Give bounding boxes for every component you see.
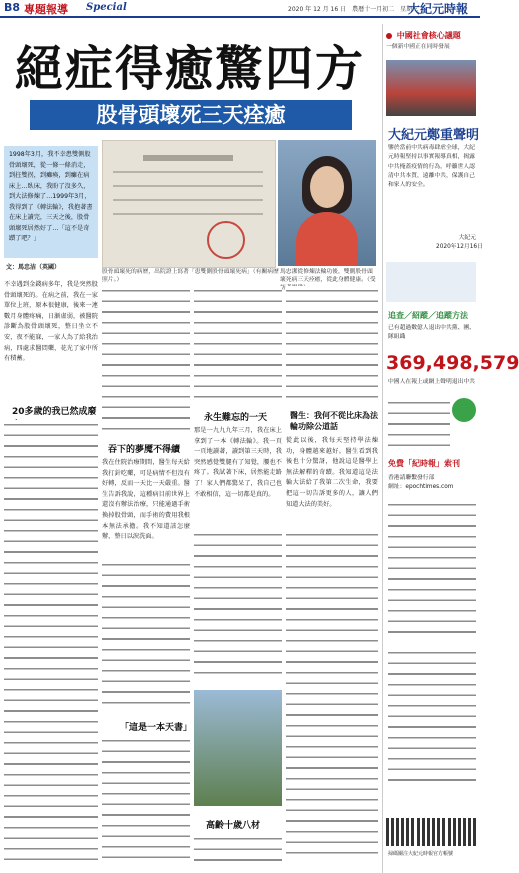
byline: 文：馬忠洁（英國） bbox=[6, 264, 61, 271]
col2-paragraph: 我在住院治療期間，醫生每天給我打針吃藥，可是病情不但沒有好轉，反而一天比一天嚴重。醫生告訴我說，這種病目前世界上還沒有辦法治療，只能通過手術換掉股骨頭，而手術的費用我根本無法承擔。我不知道該怎麼辦，整日以淚洗面。 bbox=[102, 459, 190, 541]
exercise-photo bbox=[194, 690, 282, 806]
sidebar-body-text bbox=[388, 398, 450, 448]
col3-body-text bbox=[194, 286, 282, 406]
col4-paragraph: 從此以後，我每天堅持學法煉功，身體越來越好。醫生看到我後也十分驚訝，他說這是醫學上無法解釋的奇蹟。我知道這是法輪大法給了我第二次生命，我要把這一切告訴更多的人，讓人們知道大法的美好。 bbox=[286, 437, 378, 508]
issue-date: 2020 年 12 月 16 日 農曆十一月初二 星期三 bbox=[288, 6, 419, 13]
col4-body-text-2 bbox=[286, 530, 378, 862]
sidebar-body-text-2 bbox=[388, 500, 476, 640]
col1-body-text bbox=[4, 420, 98, 862]
page-number: B8 bbox=[4, 1, 21, 14]
col3-paragraph-wrap bbox=[194, 426, 282, 500]
sidebar-statement-sign: 大紀元 2020年12月16日 bbox=[436, 235, 483, 251]
col3-heading: 永生難忘的一天 bbox=[204, 413, 268, 423]
portrait-photo bbox=[278, 140, 376, 266]
photo-caption-right: 馬忠潔從修煉法輪功後，雙側股骨頭壞死病三天痊癒，從此身體健康。（受訪 bbox=[280, 269, 376, 291]
column-1 bbox=[4, 280, 98, 365]
sidebar-top-block bbox=[386, 30, 478, 50]
col3-body-text-2 bbox=[194, 530, 282, 680]
sidebar-contact-text: 香港請聯繫發行部 網址：epochtimes.com bbox=[388, 475, 454, 491]
photo-caption-left: 股骨頭壞死的病歷，出院證上寫著「患雙側股骨頭壞死病」（有關病歷照片。） bbox=[102, 269, 279, 283]
newspaper-logo: 大紀元時報 bbox=[408, 2, 469, 16]
col3-paragraph: 那是一九九九年三月，我在床上拿到了一本《轉法輪》。我一頁一頁地讀著，讀到第三天時，我突然感覺雙腿有了知覺，腰也不疼了。我試著下床，居然能走路了！家人們都驚呆了，我自己也不敢相信，這一切都是真的。 bbox=[194, 427, 282, 498]
sidebar-body-text-3 bbox=[388, 648, 476, 788]
sidebar-green-text: 已有超過數億人退出中共黨、團、隊組織 bbox=[388, 325, 475, 341]
col2-body-text-2 bbox=[102, 560, 190, 710]
col1-paragraph: 不幸遇到金錢病多年，我是突然股骨頭壞死的。在病之前，我在一家單位上班，原本很健康，後來一連數月身體疼痛，日漸虛弱，被醫院診斷為股骨頭壞死，整日坐立不安，夜不能寐，一家人為了給我治病，四處求醫問藥，花光了家中所有積蓄。 bbox=[4, 281, 98, 363]
sidebar-crowd-photo bbox=[386, 60, 476, 116]
sidebar-contact-heading: 免費「紀時報」索刊 bbox=[388, 459, 460, 468]
col4-heading: 醫生：我何不從比床為法輪功除公道話 bbox=[290, 411, 378, 431]
col1-heading: 20多歲的我已然成廢 bbox=[12, 407, 97, 417]
col4-body-text bbox=[286, 286, 378, 406]
portrait-face bbox=[310, 166, 344, 208]
col4-paragraph-wrap bbox=[286, 436, 378, 510]
col3-body-text-3 bbox=[194, 834, 282, 862]
sidebar-green-heading: 追查／紹蹤／追蹤方法 bbox=[388, 311, 468, 320]
col2-body-text-3 bbox=[102, 736, 190, 862]
red-stamp-icon bbox=[207, 221, 245, 259]
withdraw-count-label: 中國人在報上或網上聲明退出中共 bbox=[388, 379, 475, 385]
document-line bbox=[113, 213, 263, 215]
withdraw-count: 369,498,579 bbox=[386, 352, 519, 374]
headline: 絕症得癒驚四方 bbox=[14, 41, 365, 97]
sidebar-image-strip bbox=[386, 262, 476, 302]
qr-caption: 掃碼關注大紀元時報官方帳號 bbox=[388, 851, 454, 857]
section-name-en: Special bbox=[86, 2, 127, 13]
bullet-icon bbox=[386, 33, 392, 39]
subheadline: 股骨頭壞死三天痊癒 bbox=[96, 103, 286, 127]
col3-heading-2: 高齡十歲八材 bbox=[206, 821, 261, 831]
portrait-body bbox=[296, 212, 358, 266]
page-header bbox=[0, 0, 480, 18]
document-line bbox=[113, 199, 263, 201]
qr-code-icon[interactable] bbox=[386, 818, 414, 846]
col2-heading: 吞下的夢魇不得續 bbox=[108, 445, 181, 455]
sidebar-statement-title: 大紀元鄭重聲明 bbox=[388, 128, 480, 143]
sidebar-top-heading bbox=[386, 30, 478, 41]
sidebar-statement-text: 鑒於當前中共病毒肆虐全球，大紀元時報堅持以事實報導真相，揭露中共掩蓋疫情的行為，呼籲世人認清中共本質，遠離中共，保護自己和家人的安全。 bbox=[388, 145, 475, 189]
green-badge-icon bbox=[452, 398, 476, 422]
section-name: 專題報導 bbox=[24, 3, 68, 16]
col2-heading-2: 「這是一本天書」 bbox=[120, 723, 193, 733]
document-line bbox=[143, 155, 233, 161]
intro-text: 1998年3月，我不幸患雙側股骨頭壞死，從一條一條消走，到拄雙拐，到癱瘓，到癱在病床上…臥床，我盼了沒多久，到大法修煉了…1999年3月，我得到了《轉法輪》，我抱著書在床上讀完，三天之後，股骨頭壞死居然好了…「這不是奇蹟了吧？」 bbox=[9, 151, 93, 242]
col2-body-text bbox=[102, 286, 190, 438]
col2-paragraph-wrap bbox=[102, 458, 190, 543]
sidebar-top-heading-text: 中國社會核心議題 bbox=[396, 31, 461, 40]
qr-code-icon[interactable] bbox=[448, 818, 476, 846]
document-line bbox=[113, 185, 263, 187]
intro-box bbox=[4, 146, 98, 258]
sidebar-top-sub: 一個新中國正在同時發展 bbox=[386, 44, 450, 50]
medical-record-photo bbox=[102, 140, 276, 268]
document-line bbox=[113, 171, 263, 173]
qr-code-icon[interactable] bbox=[417, 818, 445, 846]
